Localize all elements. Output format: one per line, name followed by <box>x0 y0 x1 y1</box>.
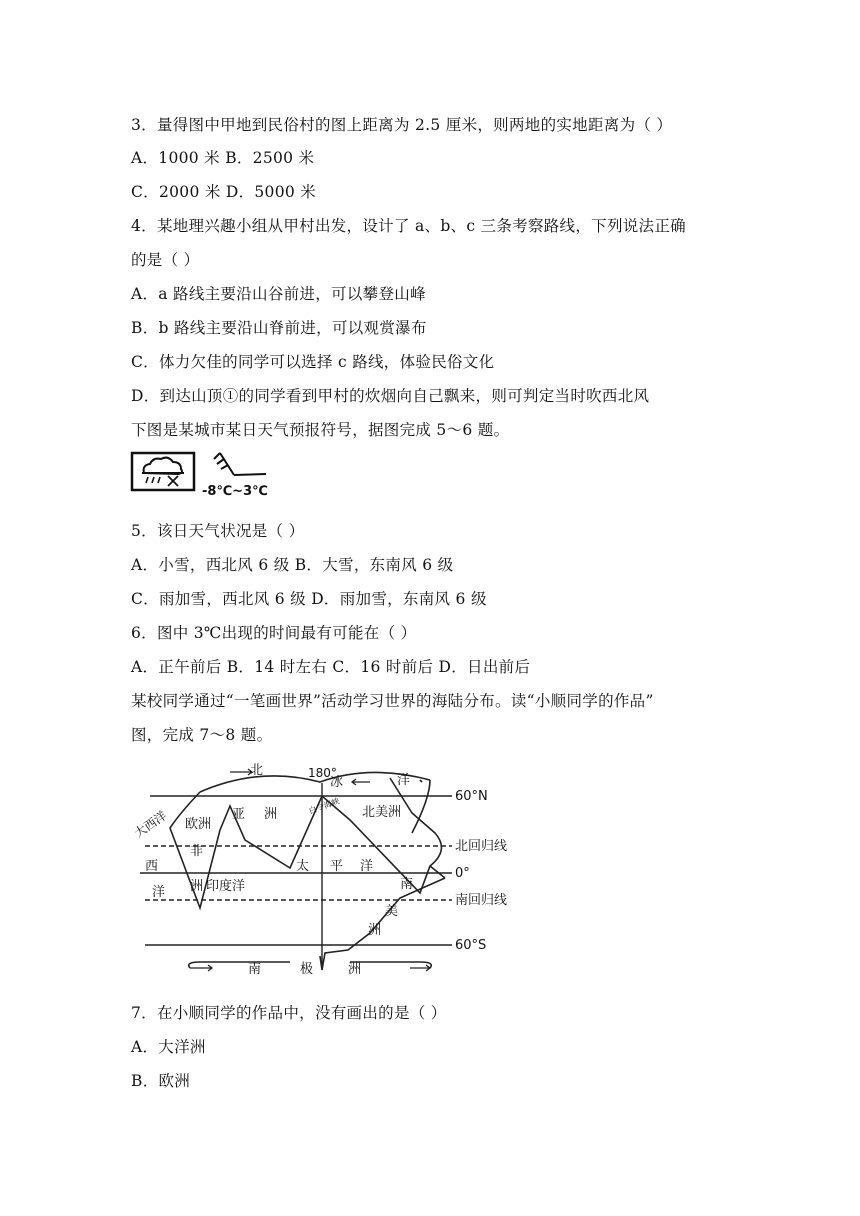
label-bing: 冰 <box>330 775 344 790</box>
label-bering: 白令海峡 <box>307 796 341 816</box>
q6-options: A．正午前后 B．14 时左右 C．16 时前后 D．日出前后 <box>131 658 531 676</box>
label-ant-3: 洲 <box>348 962 362 977</box>
label-ant-1: 南 <box>248 962 262 977</box>
q5-options-ab: A．小雪，西北风 6 级 B．大雪，东南风 6 级 <box>131 556 454 574</box>
label-yang-top: 洋 <box>397 773 411 788</box>
label-ant-2: 极 <box>300 962 314 977</box>
label-pacific-3: 洋 <box>360 859 374 874</box>
label-sa-1: 南 <box>400 877 414 892</box>
snow-icon <box>168 476 178 486</box>
q4-stem: 4．某地理兴趣小组从甲村出发，设计了 a、b、c 三条考察路线，下列说法正确 <box>131 217 686 235</box>
q3-stem: 3．量得图中甲地到民俗村的图上距离为 2.5 厘米，则两地的实地距离为（ ） <box>131 116 673 134</box>
q7-option-b: B．欧洲 <box>131 1072 191 1090</box>
q6-stem: 6．图中 3℃出现的时间最有可能在（ ） <box>131 624 417 642</box>
label-africa-1: 非 <box>190 844 204 859</box>
q4-option-d: D．到达山顶①的同学看到甲村的炊烟向自己飘来，则可判定当时吹西北风 <box>131 387 650 405</box>
q4-option-c: C．体力欠佳的同学可以选择 c 路线，体验民俗文化 <box>131 353 495 371</box>
q3-options-cd: C．2000 米 D．5000 米 <box>131 183 317 201</box>
label-60s: 60°S <box>455 938 487 953</box>
label-africa-2: 洲 <box>190 879 204 894</box>
wind-barb-icon <box>214 453 266 475</box>
label-60n: 60°N <box>455 789 488 804</box>
label-atlantic: 大西洋 <box>131 808 170 841</box>
weather-symbol-figure <box>128 447 278 499</box>
intro-7-8: 某校同学通过“一笔画世界”活动学习世界的海陆分布。读“小顺同学的作品” <box>131 692 654 710</box>
q7-option-a: A．大洋洲 <box>131 1038 206 1056</box>
label-tropic-s: 南回归线 <box>455 893 508 908</box>
intro-7-8-cont: 图，完成 7～8 题。 <box>131 726 273 744</box>
label-sa-3: 洲 <box>368 923 382 938</box>
label-sa-2: 美 <box>385 904 399 919</box>
rain-icon <box>146 477 160 483</box>
label-north-america: 北美洲 <box>362 805 402 820</box>
q4-option-b: B．b 路线主要沿山脊前进，可以观赏瀑布 <box>131 319 427 337</box>
label-tropic-n: 北回归线 <box>455 839 508 854</box>
label-yang-left: 洋 <box>152 885 166 900</box>
label-180: 180° <box>308 766 337 780</box>
label-pacific-1: 太 <box>296 859 310 874</box>
label-pacific-2: 平 <box>330 859 344 874</box>
label-europe: 欧洲 <box>185 817 212 832</box>
label-asia-1: 亚 <box>232 807 246 822</box>
weather-intro: 下图是某城市某日天气预报符号，据图完成 5～6 题。 <box>131 421 510 439</box>
one-stroke-world-map <box>130 758 530 988</box>
q4-stem-cont: 的是（ ） <box>131 251 200 269</box>
label-asia-2: 洲 <box>264 807 278 822</box>
q5-stem: 5．该日天气状况是（ ） <box>131 522 305 540</box>
label-west: 西 <box>145 859 159 874</box>
label-bei: 北 <box>250 763 264 778</box>
label-equator: 0° <box>455 866 470 881</box>
latitude-lines <box>140 783 452 968</box>
q5-options-cd: C．雨加雪，西北风 6 级 D．雨加雪，东南风 6 级 <box>131 590 487 608</box>
q3-options-ab: A．1000 米 B．2500 米 <box>131 149 315 167</box>
flow-arrows <box>190 769 430 971</box>
temperature-range: -8℃~3℃ <box>202 484 268 499</box>
cloud-icon <box>144 458 182 474</box>
label-indian-ocean: 印度洋 <box>206 879 246 894</box>
q4-option-a: A．a 路线主要沿山谷前进，可以攀登山峰 <box>131 285 426 303</box>
q7-stem: 7．在小顺同学的作品中，没有画出的是（ ） <box>131 1004 447 1022</box>
